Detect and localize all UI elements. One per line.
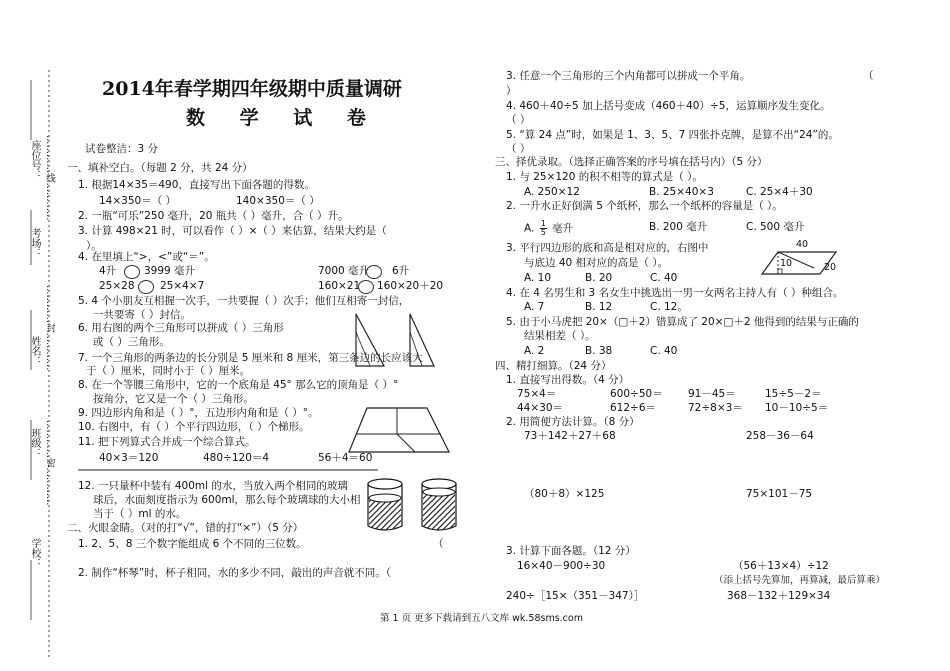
- calc-1-r2-1: 44×30＝: [517, 402, 564, 414]
- page-footer: 第 1 页 更多下载请到五八文库 wk.58sms.com: [380, 613, 583, 624]
- choice-3: 3. 平行四边形的底和高是相对应的，右图中: [506, 242, 709, 254]
- neatness-score: 试卷整洁：3 分: [85, 143, 159, 155]
- choice-4-b[interactable]: B. 12: [585, 301, 613, 313]
- fraction-numerator: 1: [540, 219, 546, 228]
- choice-5-c[interactable]: C. 40: [650, 345, 678, 357]
- choice-2-b[interactable]: B. 200 毫升: [649, 221, 708, 233]
- q10: 10. 右图中，有（ ）个平行四边形，（ ）个梯形。: [78, 421, 310, 433]
- q4: 4. 在里填上“>，<”或“＝”。: [78, 251, 215, 263]
- q11c: 56＋4＝60: [318, 452, 373, 464]
- dotted-line-mark: …………线…………: [44, 135, 55, 221]
- measuring-beakers-figure: [364, 472, 474, 534]
- choice-3-c[interactable]: C. 40: [650, 272, 678, 284]
- q4e: 25×28: [99, 280, 135, 292]
- compare-circle[interactable]: [358, 280, 374, 294]
- class-label: 班级：: [29, 428, 40, 458]
- calc-2-a: 73＋142＋27＋68: [524, 430, 616, 442]
- two-triangles-figure: [350, 310, 450, 368]
- parallelogram-top-label: 40: [796, 239, 809, 250]
- trapezoid-figure: [345, 404, 455, 456]
- calc-1-r1-3: 91－45＝: [688, 388, 736, 400]
- compare-circle[interactable]: [124, 265, 140, 279]
- calc-1: 1. 直接写出得数。（4 分）: [506, 374, 630, 386]
- calc-1-r2-4: 10－10÷5＝: [765, 402, 829, 414]
- choice-5-a[interactable]: A. 2: [524, 345, 545, 357]
- q11: 11. 把下列算式合并成一个综合算式。: [78, 436, 256, 448]
- judge-5: 5. “算 24 点”时，如果是 1、3、5、7 四张扑克牌，是算不出“24”的。: [506, 129, 839, 141]
- calc-1-r2-2: 612÷6＝: [610, 402, 657, 414]
- q11b: 480÷120＝4: [203, 452, 270, 464]
- judge-3-close[interactable]: ）: [506, 85, 517, 97]
- q12: 12. 一只量杯中装有 400ml 的水，当放入两个相同的玻璃: [78, 480, 348, 492]
- q5: 5. 4 个小朋友互相握一次手，一共要握（ ）次手；他们互相寄一封信，: [78, 295, 410, 307]
- q4a: 4升: [99, 265, 117, 277]
- choice-3-line2: 与底边 40 相对应的高是（ ）。: [524, 257, 669, 269]
- choice-4-a[interactable]: A. 7: [524, 301, 545, 313]
- q4f: 25×4×7: [160, 280, 205, 292]
- q4b: 3999 毫升: [144, 265, 196, 277]
- choice-2: 2. 一升水正好倒满 5 个纸杯，那么一个纸杯的容量是（ ）。: [506, 200, 783, 212]
- choice-5-b[interactable]: B. 38: [585, 345, 613, 357]
- q4h: 160×20＋20: [377, 280, 444, 292]
- q9: 9. 四边形内角和是（ ）°，五边形内角和是（ ）°。: [78, 407, 319, 419]
- q7-line2: 于（ ）厘米，同时小于（ ）厘米。: [86, 365, 251, 377]
- q3: 3. 计算 498×21 时，可以看作（ ）×（ ）来估算，结果大约是（: [78, 225, 387, 237]
- judge-2: 2. 制作“杯琴”时，杯子相同，水的多少不同，敲出的声音就不同。（: [78, 567, 391, 579]
- q2: 2. 一瓶“可乐”250 毫升，20 瓶共（ ）毫升，合（ ）升。: [78, 210, 349, 222]
- choice-2-c[interactable]: C. 500 毫升: [746, 221, 805, 233]
- q3-tail: ）。: [86, 240, 102, 252]
- choice-5: 5. 由于小马虎把 20×（□＋2）错算成了 20×□＋2 他得到的结果与正确的: [506, 316, 859, 328]
- dotted-seal-mark: …………封…………: [44, 285, 55, 371]
- calc-3-note: （添上括号先算加，再算减，最后算乘）: [714, 575, 886, 586]
- calc-1-r1-2: 600÷50＝: [610, 388, 663, 400]
- calc-3-d: 368－132＋129×34: [727, 590, 831, 602]
- q4d: 6升: [392, 265, 410, 277]
- exam-title: 2014年春学期四年级期中质量调研: [102, 78, 402, 100]
- choice-2-a-letter: A.: [524, 222, 535, 235]
- answer-line: [78, 468, 378, 472]
- parallelogram-height-label: 10: [780, 258, 793, 269]
- choice-4: 4. 在 4 名男生和 3 名女生中挑选出一男一女两名主持人有（ ）种组合。: [506, 287, 844, 299]
- section-2-heading: 二、火眼金睛。（对的打“√”，错的打“×”）（5 分）: [67, 522, 304, 534]
- compare-circle[interactable]: [366, 265, 382, 279]
- q4c: 7000 毫升: [318, 265, 370, 277]
- q5-line2: 一共要寄（ ）封信。: [93, 309, 191, 321]
- q6: 6. 用右图的两个三角形可以拼成（ ）三角形: [78, 322, 284, 334]
- parallelogram-base-label: 20: [824, 262, 837, 273]
- q8-line2: 按角分，它又是一个（ ）三角形。: [93, 393, 254, 405]
- calc-3-b: （56＋13×4）÷12: [733, 560, 829, 572]
- choice-5-line2: 结果相差（ ）。: [524, 330, 596, 342]
- choice-2-a-unit: 毫升: [552, 222, 574, 235]
- calc-1-r2-3: 72÷8×3＝: [688, 402, 743, 414]
- calc-3-a: 16×40－900÷30: [517, 560, 606, 572]
- calc-1-r1-4: 15÷5－2＝: [765, 388, 822, 400]
- q12-line3: 当于（ ）ml 的水。: [93, 508, 187, 520]
- choice-3-b[interactable]: B. 20: [585, 272, 613, 284]
- q11a: 40×3＝120: [99, 452, 159, 464]
- section-1-heading: 一、填补空白。（每题 2 分，共 24 分）: [67, 162, 253, 174]
- judge-1-bracket[interactable]: （: [433, 538, 444, 550]
- dotted-secret-mark: …………密…………: [44, 420, 55, 506]
- calc-3: 3. 计算下面各题。（12 分）: [506, 545, 636, 557]
- calc-2: 2. 用简便方法计算。（8 分）: [506, 416, 640, 428]
- calc-2-d: 75×101－75: [746, 488, 813, 500]
- q1b: 140×350＝（ ）: [236, 195, 320, 207]
- choice-2-a[interactable]: [524, 220, 573, 237]
- q1a: 14×350＝（ ）: [99, 195, 177, 207]
- judge-4-bracket[interactable]: （ ）: [506, 114, 531, 126]
- fraction-denominator: 5: [540, 228, 546, 237]
- calc-2-c: （80＋8）×125: [524, 488, 605, 500]
- name-label: 姓名：: [29, 336, 40, 366]
- q7: 7. 一个三角形的两条边的长分别是 5 厘米和 8 厘米，第三条边的长应该大: [78, 352, 423, 364]
- q6-line2: 或（ ）三角形。: [93, 336, 170, 348]
- calc-3-c: 240÷［15×（351－347）］: [506, 590, 645, 602]
- section-3-heading: 三、择优录取。（选择正确答案的序号填在括号内）（5 分）: [495, 156, 768, 168]
- judge-3: 3. 任意一个三角形的三个内角都可以拼成一个平角。: [506, 70, 751, 82]
- judge-5-bracket[interactable]: （ ）: [506, 143, 531, 155]
- compare-circle[interactable]: [138, 280, 154, 294]
- judge-3-bracket[interactable]: （: [863, 70, 874, 82]
- q12-line2: 球后，水面刻度指示为 600ml，那么每个玻璃球的大小相: [93, 494, 361, 506]
- exam-room-label: 考场：: [29, 228, 40, 258]
- choice-1-c[interactable]: C. 25×4＋30: [746, 186, 813, 198]
- choice-1-b[interactable]: B. 25×40×3: [649, 186, 714, 198]
- calc-2-b: 258－36－64: [746, 430, 814, 442]
- school-label: 学校：: [29, 538, 40, 568]
- choice-3-a[interactable]: A. 10: [524, 272, 552, 284]
- section-4-heading: 四、精打细算。（24 分）: [495, 360, 612, 372]
- q4g: 160×21: [318, 280, 361, 292]
- judge-1: 1. 2、5、8 三个数字能组成 6 个不同的三位数。: [78, 538, 307, 550]
- choice-1: 1. 与 25×120 的积不相等的算式是（ ）。: [506, 171, 703, 183]
- q1: 1. 根据14×35＝490，直接写出下面各题的得数。: [78, 179, 315, 191]
- exam-subtitle: 数 学 试 卷: [186, 107, 380, 129]
- choice-1-a[interactable]: A. 250×12: [524, 186, 580, 198]
- calc-1-r1-1: 75×4＝: [517, 388, 557, 400]
- seat-number-label: 座位号：: [29, 140, 40, 180]
- q8: 8. 在一个等腰三角形中，它的一个底角是 45° 那么它的顶角是（ ）°: [78, 379, 399, 391]
- choice-4-c[interactable]: C. 12。: [650, 301, 688, 313]
- judge-4: 4. 460＋40÷5 加上括号变成（460＋40）÷5，运算顺序发生变化。: [506, 100, 831, 112]
- fraction: [540, 220, 547, 237]
